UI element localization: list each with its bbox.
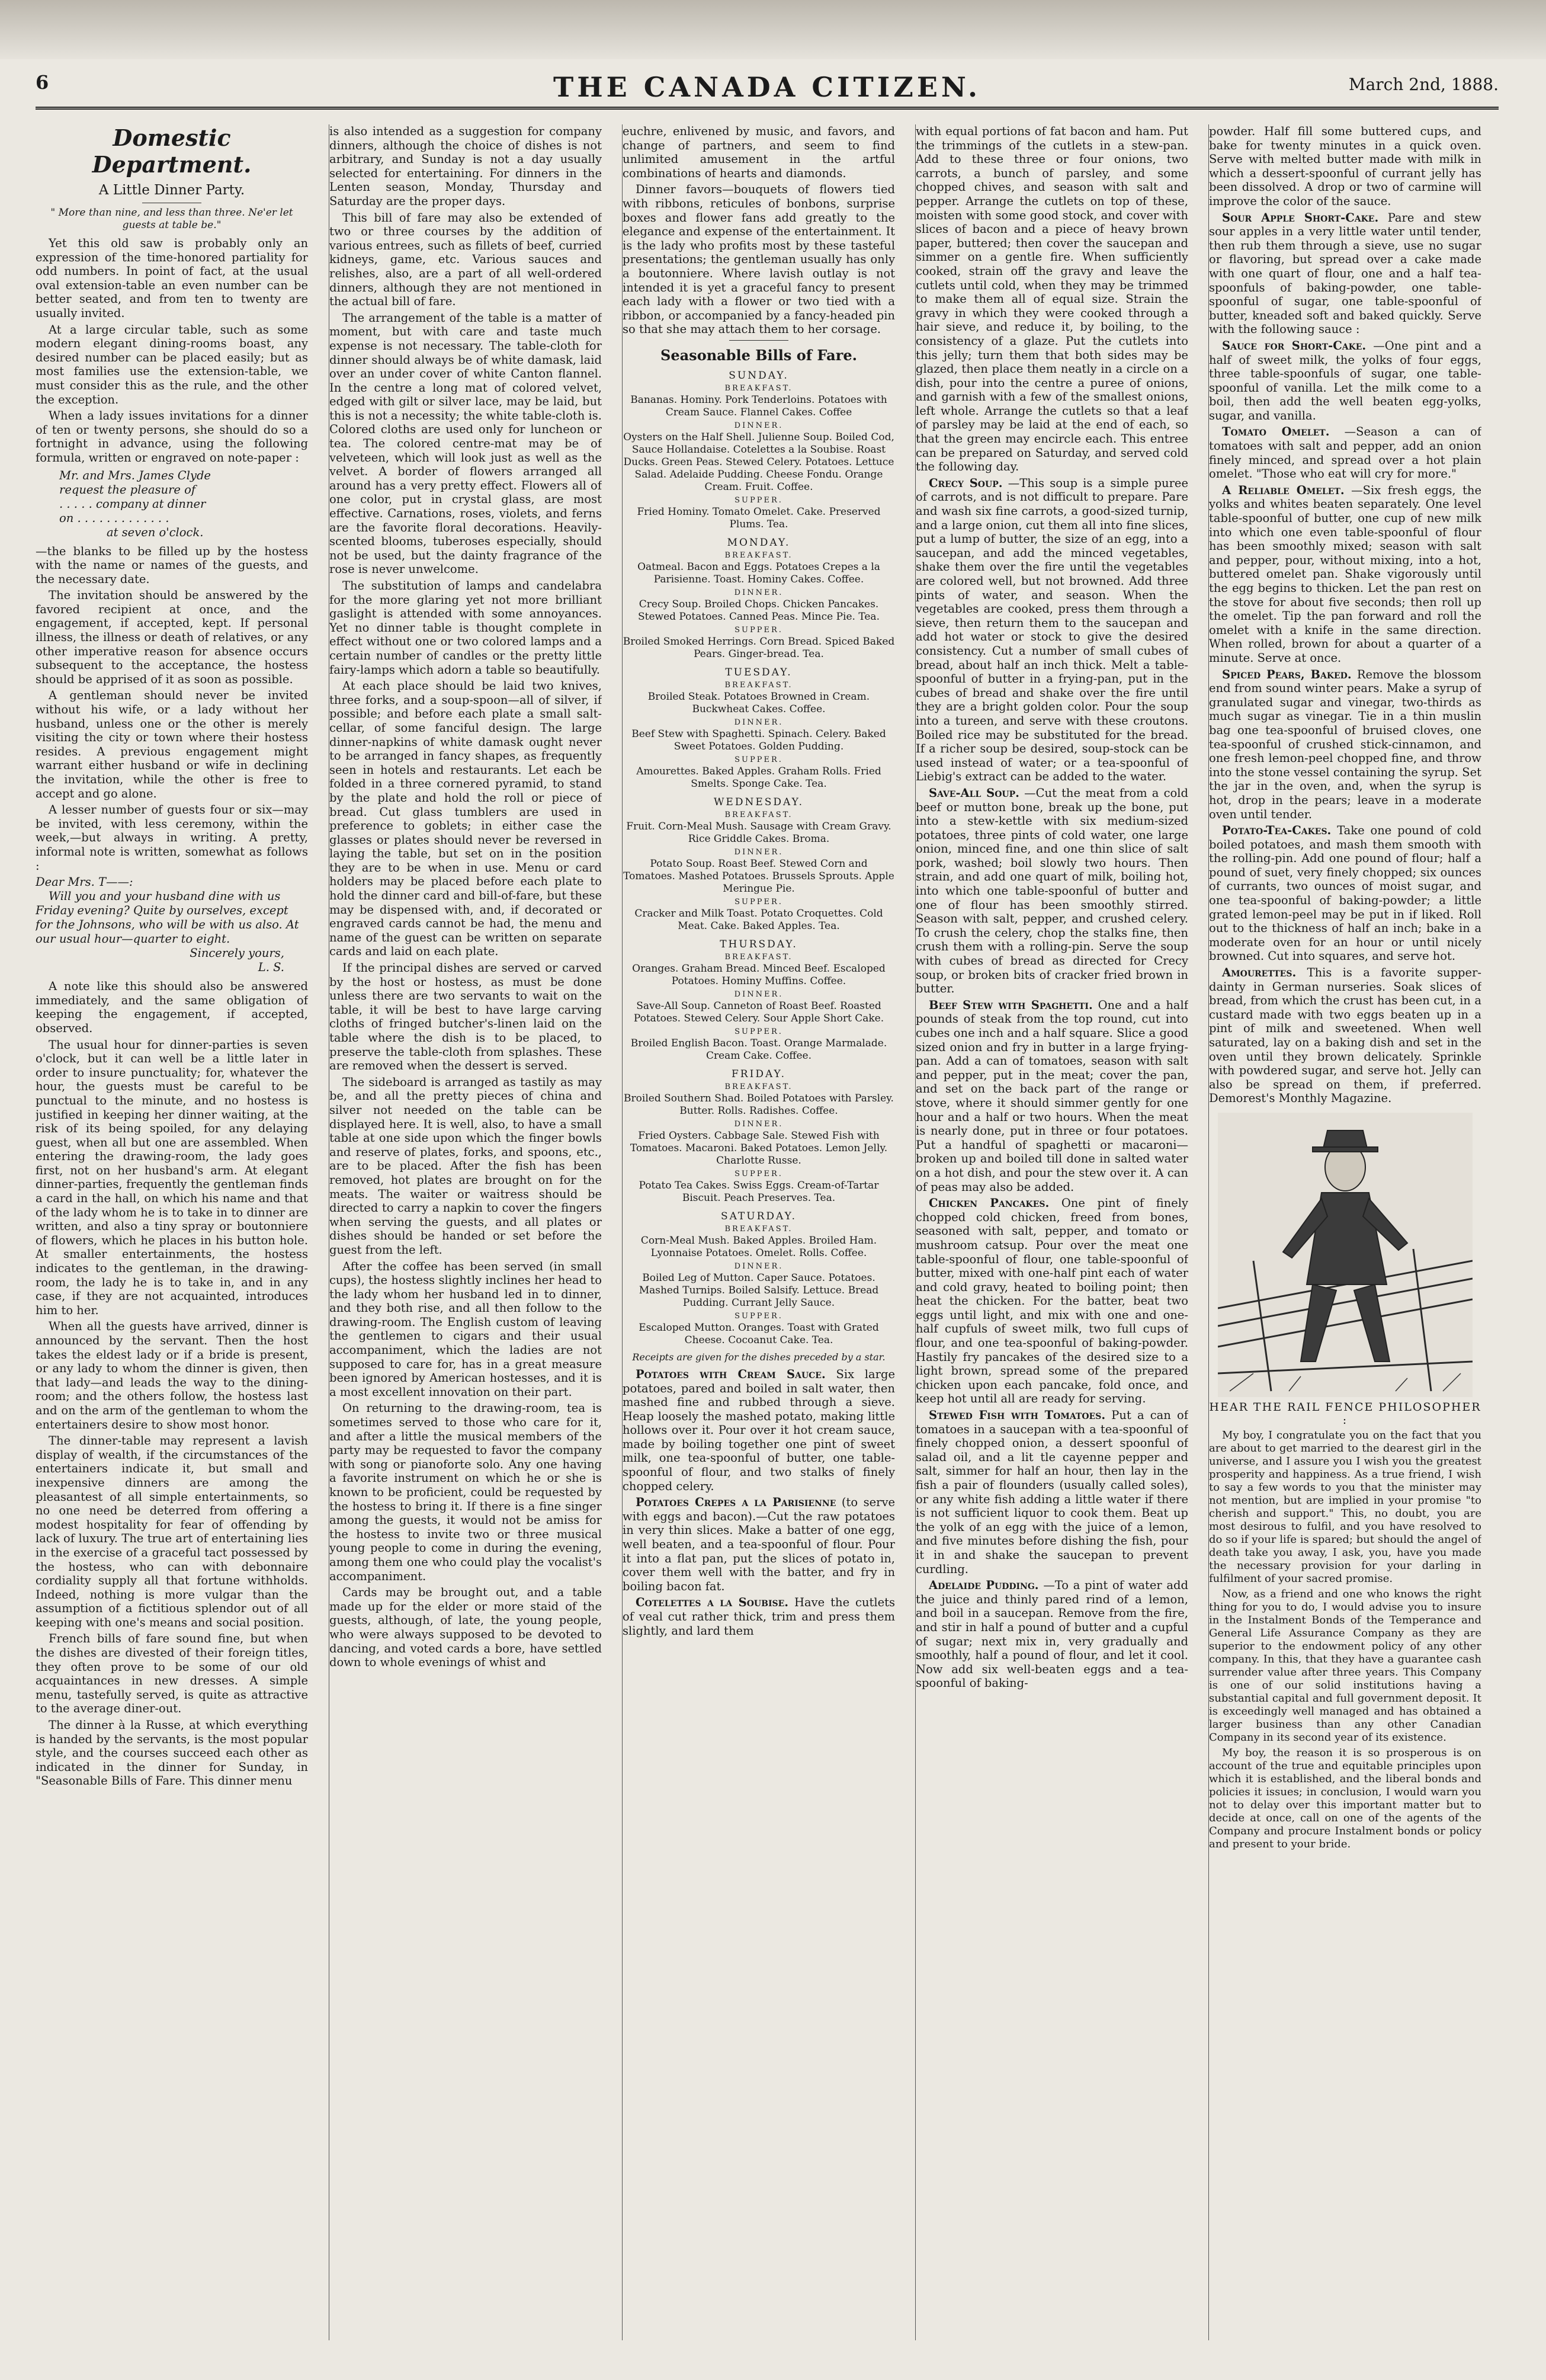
bills-of-fare-title: Seasonable Bills of Fare. <box>660 346 857 364</box>
paragraph: The dinner à la Russe, at which everything is handed by the servants, is the most popular style, and the courses succeed each other as indicated in the dinner for Sunday, in "Seasonable Bills of Fare. This dinner menu <box>36 1718 308 1788</box>
masthead <box>36 71 1499 110</box>
paragraph: A note like this should also be answered immediately, and the same obligation of keeping the engagement, if accepted, observed. <box>36 979 308 1035</box>
paragraph: powder. Half fill some buttered cups, and bake for twenty minutes in a quick oven. Serve with melted butter made with milk in which a dessert-spoonful of currant jelly has been dissolved. A drop or two of carmine will improve the color of the sauce. <box>1209 124 1481 208</box>
recipe <box>916 998 1188 1194</box>
invitation-line: on . . . . . . . . . . . . . <box>59 511 169 525</box>
menu-items: Escaloped Mutton. Oranges. Toast with Grated Cheese. Cocoanut Cake. Tea. <box>639 1321 879 1346</box>
meal-name: DINNER. <box>734 421 784 430</box>
paragraph: —the blanks to be filled up by the hostess with the name or names of the guests, and the necessary date. <box>36 544 308 586</box>
recipe <box>623 1596 895 1638</box>
recipe <box>916 786 1188 996</box>
recipe-text: Take one pound of cold boiled potatoes, and mash them smooth with the rolling-pin. Add one pound of flour; half a pound of suet, very finely chopped; six ounces of currants, two ounces of moist sugar, and one tea-spoonful of baking-powder; a little grated lemon-peel may be put in if liked. Roll out to the thickness of half an inch; bake in a moderate oven for an hour or until nicely browned. Cut into squares, and serve hot. <box>1209 824 1481 963</box>
recipe-title: Sour Apple Short-Cake. <box>1222 210 1379 225</box>
recipe-title: Adelaide Pudding. <box>929 1578 1039 1593</box>
recipe-text: Have the cutlets of veal cut rather thick, trim and press them slightly, and lard them <box>623 1596 895 1638</box>
menu-items: Fried Oysters. Cabbage Sale. Stewed Fish with Tomatoes. Macaroni. Baked Potatoes. Lemon Jelly. Charlotte Russe. <box>630 1129 888 1167</box>
paragraph: The sideboard is arranged as tastily as may be, and all the pretty pieces of china and silver not needed on the table can be displayed here. It is well, also, to have a small table at one side upon which the finger bowls and reserve of plates, forks, and spoons, etc., are to be placed. After the fish has been removed, hot plates are brought on for the meats. The waiter or waitress should be directed to carry a napkin to cover the fingers when serving the guests, and all plates or dishes should be handed or set before the guest from the left. <box>329 1075 602 1257</box>
bill-of-fare-day <box>623 667 895 790</box>
paragraph: is also intended as a suggestion for company dinners, although the choice of dishes is not arbitrary, and Sunday is not a day usually selected for entertaining. For dinners in the Lenten season, Monday, Thursday and Saturday are the proper days. <box>329 124 602 208</box>
paragraph: At each place should be laid two knives, three forks, and a soup-spoon—all of silver, if possible; and before each plate a small salt-cellar, of some fanciful design. The large dinner-napkins of white damask ought never to be arranged in fancy shapes, as frequently seen in hotels and restaurants. Let each be folded in a three cornered pyramid, to stand by the plate and hold the roll or piece of bread. Cut glass tumblers are used in preference to goblets; in either case the glasses or plates should never be reversed in laying the table, but set on in the position they are to be when in use. Menu or card holders may be placed before each plate to hold the dinner card and bill-of-fare, but these may be dispensed with, and, if decorated or engraved cards cannot be had, the menu and name of the guest can be written on separate cards and laid on each plate. <box>329 679 602 959</box>
paragraph: The substitution of lamps and candelabra for the more glaring yet not more brilliant gaslight is attended with some annoyances. Yet no dinner table is thought complete in effect without one or two colored lamps and a certain number of candles or the pretty little fairy-lamps which adorn a table so beautifully. <box>329 579 602 677</box>
paragraph: French bills of fare sound fine, but when the dishes are divested of their foreign titles, they often prove to be some of our old acquaintances in new dresses. A simple menu, tastefully served, is quite as attractive to the average diner-out. <box>36 1632 308 1716</box>
receipts-note: Receipts are given for the dishes preceded by a star. <box>632 1351 886 1363</box>
recipe-title: Stewed Fish with Tomatoes. <box>929 1408 1106 1423</box>
figure-caption: HEAR THE RAIL FENCE PHILOSOPHER : <box>1209 1400 1481 1427</box>
recipe <box>1209 211 1481 337</box>
meal-name: DINNER. <box>734 588 784 597</box>
recipe-text: —This soup is a simple puree of carrots, and is not difficult to prepare. Pare and wash six fine carrots, a good-sized turnip, and a large onion, cut them all into fine slices, put a lump of butter, the size of an egg, into a saucepan, and add the minced vegetables, shake them over the fire until the vegetables are colored well, but not browned. Add three pints of water, and season. When the vegetables are cooked, press them through a sieve, then return them to the saucepan and add hot water or stock to give the desired consistency. Cut a number of small cubes of bread, about half an inch thick. Melt a table-spoonful of butter in a frying-pan, put in the cubes of bread and shake over the fire until they are a bright golden color. Pour the soup into a tureen, and serve with these croutons. Boiled rice may be substituted for the bread. If a richer soup be desired, soup-stock can be used instead of water; or a tea-spoonful of Liebig's extract can be added to the water. <box>916 476 1188 784</box>
recipe <box>916 476 1188 784</box>
recipe-text: Pare and stew sour apples in a very little water until tender, then rub them through a sieve, use no sugar or flavoring, but spread over a cake made with one quart of flour, one and a half tea-spoonfuls of baking-powder, one table-spoonful of sugar, one table-spoonful of butter, kneaded soft and baked quickly. Serve with the following sauce : <box>1209 210 1481 337</box>
invitation-line: at seven o'clock. <box>107 525 204 539</box>
recipe-title: Sauce for Short-Cake. <box>1222 338 1367 353</box>
meal-name: SUPPER. <box>734 625 783 635</box>
letter-signature: L. S. <box>258 960 284 975</box>
day-name: THURSDAY. <box>720 938 798 950</box>
day-name: MONDAY. <box>727 536 791 549</box>
letter-body: Will you and your husband dine with us Friday evening? Quite by ourselves, except for the Johnsons, who will be with us also. At our usual hour—quarter to eight. <box>36 889 299 946</box>
meal-name: DINNER. <box>734 847 784 857</box>
letter-closing: Sincerely yours, <box>190 946 284 960</box>
recipe-text: Six large potatoes, pared and boiled in salt water, then mashed fine and rubbed through a sieve. Heap loosely the mashed potato, making little hollows over it. Pour over it hot cream sauce, made by boiling together one pint of sweet milk, one tea-spoonful of butter, one table-spoonful of flour, and two stalks of finely chopped celery. <box>623 1367 895 1493</box>
recipe-title: Cotelettes a la Soubise. <box>636 1596 789 1610</box>
sample-note <box>36 875 308 975</box>
meal-name: DINNER. <box>734 989 784 999</box>
bills-of-fare <box>623 370 895 1347</box>
epigraph: " More than nine, and less than three. Ne'er let guests at table be." <box>50 207 293 231</box>
paragraph: Dinner favors—bouquets of flowers tied with ribbons, reticules of bonbons, surprise boxes and flower fans add greatly to the elegance and expense of the entertainment. It is the lady who profits most by these tasteful presentations; the gentleman usually has only a boutonniere. Where lavish outlay is not intended it is yet a graceful fancy to present each lady with a flower or two tied with a ribbon, or accompanied by a fancy-headed pin so that she may attach them to her corsage. <box>623 182 895 337</box>
recipe-title: Potato-Tea-Cakes. <box>1222 824 1332 838</box>
menu-items: Oysters on the Half Shell. Julienne Soup. Boiled Cod, Sauce Hollandaise. Cotelettes a la Soubise. Roast Ducks. Green Peas. Stewed Celery. Potatoes. Lettuce Salad. Adelaide Pudding. Cheese Fondu. Orange Cream. Fruit. Coffee. <box>623 431 894 493</box>
menu-items: Corn-Meal Mush. Baked Apples. Broiled Ham. Lyonnaise Potatoes. Omelet. Rolls. Coffee. <box>640 1234 877 1259</box>
recipe-text: —To a pint of water add the juice and thinly pared rind of a lemon, and boil in a saucepan. Remove from the fire, and stir in half a pound of butter and a cupful of sugar; next mix in, very gradually and smoothly, half a pound of flour, and let it cool. Now add six well-beaten eggs and a tea-spoonful of baking- <box>916 1578 1188 1690</box>
menu-items: Broiled English Bacon. Toast. Orange Marmalade. Cream Cake. Coffee. <box>630 1037 887 1062</box>
recipe-list <box>916 476 1188 1690</box>
bill-of-fare-day <box>623 370 895 531</box>
meal-name: BREAKFAST. <box>724 550 793 560</box>
recipe-title: Potatoes with Cream Sauce. <box>636 1367 826 1381</box>
letter-salutation: Dear Mrs. T——: <box>36 875 133 889</box>
paragraph: When all the guests have arrived, dinner is announced by the servant. Then the host takes the eldest lady or if a bride is present, or any lady to whom the dinner is given, then that lady—and leads the way to the dining-room; and the others follow, the hostess last and on the arm of the gentleman to whom the entertainers desire to show most honor. <box>36 1319 308 1431</box>
recipe-title: Crecy Soup. <box>929 476 1003 490</box>
paragraph: The invitation should be answered by the favored recipient at once, and the engagement, if accepted, kept. If personal illness, the illness or death of relatives, or any other imperative reason for absence occurs subsequent to the acceptance, the hostess should be apprised of it as soon as possible. <box>36 588 308 686</box>
menu-items: Beef Stew with Spaghetti. Spinach. Celery. Baked Sweet Potatoes. Golden Pudding. <box>631 728 886 752</box>
section-title: Domestic Department. <box>92 124 252 178</box>
recipe <box>916 1578 1188 1690</box>
paragraph: If the principal dishes are served or carved by the host or hostess, as must be done unless there are two servants to wait on the table, it will be best to have large carving cloths of fringed butcher's-linen laid on the table where the dish is to be placed, to preserve the table-cloth from splashes. These are removed when the dessert is served. <box>329 961 602 1073</box>
meal-name: SUPPER. <box>734 495 783 505</box>
day-name: SATURDAY. <box>720 1210 797 1222</box>
meal-name: DINNER. <box>734 717 784 727</box>
insurance-advertisement <box>1209 1429 1481 1851</box>
recipe <box>1209 966 1481 1106</box>
meal-name: DINNER. <box>734 1119 784 1129</box>
column-4 <box>915 124 1188 2340</box>
meal-name: BREAKFAST. <box>724 680 793 690</box>
paragraph: On returning to the drawing-room, tea is sometimes served to those who care for it, and after a little the musical members of the party may be requested to favor the company with song or pianoforte solo. Any one having a favorite instrument on which he or she is known to be proficient, could be requested by the hostess to bring it. If there is a fine singer among the guests, it would not be amiss for the hostess to invite two or three musical young people to come in during the evening, among them one who could play the vocalist's accompaniment. <box>329 1401 602 1583</box>
day-name: TUESDAY. <box>725 666 793 678</box>
meal-name: BREAKFAST. <box>724 810 793 819</box>
recipe-title: Amourettes. <box>1222 966 1297 980</box>
recipe <box>1209 483 1481 665</box>
meal-name: DINNER. <box>734 1261 784 1271</box>
menu-items: Oranges. Graham Bread. Minced Beef. Escaloped Potatoes. Hominy Muffins. Coffee. <box>632 962 886 987</box>
divider <box>729 340 788 341</box>
recipe-text: (to serve with eggs and bacon).—Cut the raw potatoes in very thin slices. Make a batter of one egg, well beaten, and a tea-spoonful of flour. Pour it into a flat pan, put the slices of potato in, cover them well with the batter, and fry in boiling bacon fat. <box>623 1495 895 1593</box>
menu-items: Boiled Leg of Mutton. Caper Sauce. Potatoes. Mashed Turnips. Boiled Salsify. Lettuce. Bread Pudding. Currant Jelly Sauce. <box>639 1271 879 1309</box>
recipe <box>1209 425 1481 481</box>
paragraph: The arrangement of the table is a matter of moment, but with care and taste much expense is not necessary. The table-cloth for dinner should always be of white damask, laid over an under cover of white Canton flannel. In the centre a long mat of colored velvet, edged with gilt or silver lace, may be laid, but this is not a necessity; the white table-cloth is. Colored cloths are used only for luncheon or tea. The colored centre-mat may be of velveteen, which will look just as well as the velvet. A border of flowers arranged all around has a very pretty effect. Flowers all of one color, put in crystal glass, are most effective. Carnations, roses, violets, and ferns are the favorite floral decorations. Heavily-scented blooms, tuberoses especially, should not be used, but the dainty fragrance of the rose is never unwelcome. <box>329 310 602 576</box>
bill-of-fare-day <box>623 938 895 1062</box>
paragraph: My boy, the reason it is so prosperous is on account of the true and equitable principles upon which it is established, and the liberal bonds and policies it issues; in conclusion, I would warn you not to delay over this important matter but to decide at once, call on one of the agents of the Company and procure Instalment bonds or policy and present to your bride. <box>1209 1746 1481 1850</box>
meal-name: SUPPER. <box>734 1027 783 1036</box>
day-name: SUNDAY. <box>729 369 789 382</box>
recipe <box>623 1367 895 1493</box>
menu-items: Broiled Smoked Herrings. Corn Bread. Spiced Baked Pears. Ginger-bread. Tea. <box>623 635 895 660</box>
recipe-text: One pint of finely chopped cold chicken, freed from bones, seasoned with salt, pepper, and tomato or mushroom catsup. Pour over the meat one table-spoonful of flour, one table-spoonful of butter, mixed with one-half pint each of water and cold gravy, heated to boiling point; then heat the chicken. For the batter, beat two eggs until light, and mix with one and one-half cupfuls of sweet milk, two full cups of flour, and one tea-spoonful of baking-powder. Hastily fry pancakes of the desired size to a light brown, spread some of the prepared chicken upon each pancake, fold once, and keep hot until all are ready for serving. <box>916 1196 1188 1406</box>
recipe-text: —Season a can of tomatoes with salt and pepper, add an onion finely minced, and spread over a hot plain omelet. "Those who eat will cry for more." <box>1209 425 1481 481</box>
recipe-title: A Reliable Omelet. <box>1222 483 1345 497</box>
page-top-margin <box>0 0 1546 59</box>
menu-items: Potato Tea Cakes. Swiss Eggs. Cream-of-Tartar Biscuit. Peach Preserves. Tea. <box>639 1179 879 1204</box>
paragraph: Yet this old saw is probably only an expression of the time-honored partiality for odd numbers. In point of fact, at the usual oval extension-table an even number can be better seated, and from ten to twenty are usually invited. <box>36 236 308 320</box>
menu-items: Fruit. Corn-Meal Mush. Sausage with Cream Gravy. Rice Griddle Cakes. Broma. <box>626 820 891 845</box>
recipe <box>623 1495 895 1593</box>
day-name: WEDNESDAY. <box>713 796 804 808</box>
menu-items: Oatmeal. Bacon and Eggs. Potatoes Crepes a la Parisienne. Toast. Hominy Cakes. Coffee. <box>637 560 880 585</box>
paragraph: After the coffee has been served (in small cups), the hostess slightly inclines her head to the lady whom her husband led in to dinner, and they both rise, and all then follow to the drawing-room. The English custom of leaving the gentlemen to cigars and their usual accompaniment, which the ladies are not supposed to care for, has in a great measure been ignored by American hostesses, and it is a most excellent innovation on their part. <box>329 1259 602 1399</box>
meal-name: SUPPER. <box>734 1311 783 1321</box>
recipe-text: This is a favorite supper-dainty in German nurseries. Soak slices of bread, from which the crust has been cut, in a custard made with two eggs beaten up in a pint of milk and sweetened. When well saturated, lay on a baking dish and set in the oven until they brown delicately. Sprinkle with powdered sugar, and serve hot. Jelly can also be spread on them, if preferred. Demorest's Monthly Magazine. <box>1209 966 1481 1106</box>
column-2 <box>329 124 602 2340</box>
paragraph: A lesser number of guests four or six—may be invited, with less ceremony, within the week,—but always in writing. A pretty, informal note is written, somewhat as follows : <box>36 803 308 873</box>
paragraph: A gentleman should never be invited without his wife, or a lady without her husband, unless one or the other is merely visiting the city or town where their hostess resides. A previous engagement might warrant either husband or wife in declining the invitation, while the other is free to accept and go alone. <box>36 688 308 800</box>
page-number: 6 <box>36 71 49 94</box>
newspaper-title: THE CANADA CITIZEN. <box>553 71 982 103</box>
meal-name: SUPPER. <box>734 1169 783 1178</box>
bill-of-fare-day <box>623 1210 895 1347</box>
menu-items: Amourettes. Baked Apples. Graham Rolls. Fried Smelts. Sponge Cake. Tea. <box>636 765 881 790</box>
issue-date: March 2nd, 1888. <box>1348 75 1499 94</box>
paragraph: Now, as a friend and one who knows the right thing for you to do, I would advise you to insure in the Instalment Bonds of the Temperance and General Life Assurance Company as they are superior to the endowment policy of any other company. In this, that they have a guarantee cash surrender value after three years. This Company is one of our solid institutions having a substantial capital and full government deposit. It is exceedingly well managed and has obtained a larger business than any other Canadian Company in its second year of its existence. <box>1209 1587 1481 1744</box>
bill-of-fare-day <box>623 796 895 933</box>
paragraph: My boy, I congratulate you on the fact that you are about to get married to the dearest girl in the universe, and I assure you I wish you the greatest prosperity and happiness. As a true friend, I wish to say a few words to you that the minister may not mention, but are implied in your promise "to cherish and support." This, no doubt, you are most desirous to fulfil, and you have resolved to do so if your life is spared; but should the angel of death take you away, I ask, you, have you made the necessary provision for your darling in fulfilment of your sacred promise. <box>1209 1428 1481 1585</box>
recipe-text: —Six fresh eggs, the yolks and whites beaten separately. One level table-spoonful of butter, one cup of new milk into which one even table-spoonful of flour has been smoothly mixed; season with salt and pepper, pour, without mixing, into a hot, buttered omelet pan. Shake vigorously until the egg begins to thicken. Let the pan rest on the stove for about five seconds; then roll up the omelet. Tip the pan forward and roll the omelet with a knife in the same direction. When rolled, brown for about a quarter of a minute. Serve at once. <box>1209 483 1481 665</box>
paragraph: euchre, enlivened by music, and favors, and change of partners, and seem to find unlimited amusement in the artful combinations of hearts and diamonds. <box>623 124 895 180</box>
recipe-text: Remove the blossom end from sound winter pears. Make a syrup of granulated sugar and vinegar, two-thirds as much sugar as vinegar. Tie in a thin muslin bag one tea-spoonful of bruised cloves, one tea-spoonful of crushed stick-cinnamon, and one fresh lemon-peel chopped fine, and throw into the stone vessel containing the syrup. Set the jar in the oven, and, when the syrup is hot, drop in the pears; leave in a moderate oven until tender. <box>1209 667 1481 821</box>
bill-of-fare-day <box>623 537 895 661</box>
menu-items: Cracker and Milk Toast. Potato Croquettes. Cold Meat. Cake. Baked Apples. Tea. <box>634 907 883 932</box>
recipe <box>916 1408 1188 1576</box>
recipe-text: Put a can of tomatoes in a saucepan with a tea-spoonful of finely chopped onion, a dessert spoonful of salad oil, and a lit tle cayenne pepper and salt, simmer for half an hour, then lay in the fish a pair of flounders (usually called soles), or any white fish adding a little water if there is not sufficient liquor to cook them. Beat up the yolk of an egg with the juice of a lemon, and five minutes before dishing the fish, pour it in and shake the saucepan to prevent curdling. <box>916 1408 1188 1576</box>
recipe-title: Beef Stew with Spaghetti. <box>929 998 1093 1012</box>
menu-items: Broiled Southern Shad. Boiled Potatoes with Parsley. Butter. Rolls. Radishes. Coffee. <box>624 1092 894 1117</box>
day-name: FRIDAY. <box>732 1068 786 1080</box>
paragraph: The usual hour for dinner-parties is seven o'clock, but it can well be a little later in order to insure punctuality; for, whatever the hour, the guests must be careful to be punctual to the minute, and no hostess is justified in keeping her dinner waiting, at the risk of its being spoiled, for any delaying guest, when all but one are assembled. When entering the drawing-room, the lady goes first, not on her husband's arm. At elegant dinner-parties, frequently the gentleman finds a card in the hall, on which his name and that of the lady whom he is to take in to dinner are written, and also a tiny spray or boutonniere of flowers, which he places in his button hole. At smaller entertainments, the hostess indicates to the gentleman, in the drawing-room, the lady he is to take in, and in any case, if they are not acquainted, introduces him to her. <box>36 1037 308 1317</box>
paragraph: with equal portions of fat bacon and ham. Put the trimmings of the cutlets in a stew-pan. Add to these three or four onions, two carrots, a bunch of parsley, and some chopped chives, and season with salt and pepper. Arrange the cutlets on top of these, moisten with some good stock, and cover with slices of bacon and a piece of heavy brown paper, buttered; then cover the saucepan and simmer on a gentle fire. When sufficiently cooked, strain off the gravy and leave the cutlets until cold, when they may be trimmed to make them all of equal size. Strain the gravy in which they were cooked through a hair sieve, and reduce it, by boiling, to the consistency of a glaze. Put the cutlets into this jelly; turn them that both sides may be glazed, then place them neatly in a circle on a dish, pour into the centre a puree of onions, and garnish with a few of the smallest onions, left whole. Arrange the cutlets so that a leaf of parsley may be laid at the end of each, so that the green may encircle each. This entree can be prepared on Saturday, and served cold the following day. <box>916 124 1188 474</box>
recipe-text: One and a half pounds of steak from the top round, cut into cubes one inch and a half square. Slice a good sized onion and fry in butter in a large frying-pan. Add a can of tomatoes, season with salt and pepper, put in the meat; cover the pan, and set on the back part of the range or stove, where it should simmer gently for one hour and a half or two hours. When the meat is nearly done, put in three or four potatoes. Put a handful of spaghetti or macaroni—broken up and boiled till done in salted water on a hot dish, and pour the stew over it. A can of peas may also be added. <box>916 998 1188 1194</box>
meal-name: SUPPER. <box>734 755 783 764</box>
menu-items: Crecy Soup. Broiled Chops. Chicken Pancakes. Stewed Potatoes. Canned Peas. Mince Pie. Tea. <box>638 598 880 623</box>
recipe <box>916 1196 1188 1406</box>
column-5 <box>1208 124 1481 2340</box>
menu-items: Fried Hominy. Tomato Omelet. Cake. Preserved Plums. Tea. <box>637 505 881 530</box>
recipe <box>1209 824 1481 963</box>
recipe-text: —Cut the meat from a cold beef or mutton bone, break up the bone, put into a stew-kettle with six medium-sized potatoes, three pints of cold water, one large onion, minced fine, and one thin slice of salt pork, washed; boil slowly two hours. Then strain, and add one quart of milk, boiling hot, into which one table-spoonful of butter and one of flour has been smoothly stirred. Season with salt, pepper, and crushed celery. To crush the celery, chop the stalks fine, then crush them with a rolling-pin. Serve the soup with cubes of bread as directed for Crecy soup, or broken bits of cracker fried brown in butter. <box>916 786 1188 996</box>
paragraph: This bill of fare may also be extended of two or three courses by the addition of various entrees, such as fillets of beef, curried kidneys, game, etc. Various sauces and relishes, also, are a part of all well-ordered dinners, although they are not mentioned in the actual bill of fare. <box>329 210 602 309</box>
invitation-line: . . . . . company at dinner <box>59 496 206 511</box>
invitation-line: request the pleasure of <box>59 482 196 496</box>
bill-of-fare-day <box>623 1068 895 1205</box>
paragraph: At a large circular table, such as some modern elegant dining-rooms boast, any desired number can be placed easily; but as most families use the extension-table, we must consider this as the rule, and the other the exception. <box>36 322 308 406</box>
recipe-text: —One pint and a half of sweet milk, the yolks of four eggs, three table-spoonfuls of sugar, one table-spoonful of vanilla. Let the milk come to a boil, then add the well beaten egg-yolks, sugar, and vanilla. <box>1209 338 1481 422</box>
recipe <box>1209 668 1481 822</box>
menu-items: Bananas. Hominy. Pork Tenderloins. Potatoes with Cream Sauce. Flannel Cakes. Coffee <box>630 393 887 418</box>
menu-items: Save-All Soup. Canneton of Roast Beef. Roasted Potatoes. Stewed Celery. Sour Apple Short Cake. <box>633 1000 884 1024</box>
invitation-line: Mr. and Mrs. James Clyde <box>59 468 211 482</box>
column-3 <box>622 124 895 2340</box>
paragraph: The dinner-table may represent a lavish display of wealth, if the circumstances of the entertainers indicate it, but small and inexpensive dinners are among the pleasantest of all simple entertainments, so no one need be deterred from offering a modest hospitality for fear of offending by lack of luxury. The true art of entertaining lies in the exercise of a graceful tact possessed by the hostess, who can with debonnaire cordiality supply all that fortune withholds. Indeed, nothing is more vulgar than the assumption of a fictitious splendor out of all keeping with one's means and social position. <box>36 1434 308 1629</box>
menu-items: Broiled Steak. Potatoes Browned in Cream. Buckwheat Cakes. Coffee. <box>647 690 870 715</box>
menu-items: Potato Soup. Roast Beef. Stewed Corn and Tomatoes. Mashed Potatoes. Brussels Sprouts. Apple Meringue Pie. <box>623 857 894 895</box>
paragraph: When a lady issues invitations for a dinner of ten or twenty persons, she should do so a fortnight in advance, using the following formula, written or engraved on note-paper : <box>36 409 308 465</box>
recipe-title: Tomato Omelet. <box>1222 425 1330 439</box>
meal-name: BREAKFAST. <box>724 383 793 393</box>
recipe-title: Chicken Pancakes. <box>929 1196 1050 1210</box>
recipe <box>1209 339 1481 423</box>
recipe-title: Potatoes Crepes a la Parisienne <box>636 1495 836 1510</box>
recipe-title: Spiced Pears, Baked. <box>1222 667 1352 681</box>
paragraph: Cards may be brought out, and a table made up for the elder or more staid of the guests, although, of late, the young people, who were always supposed to be devoted to dancing, and voted cards a bore, have settled down to whole evenings of whist and <box>329 1585 602 1670</box>
meal-name: SUPPER. <box>734 897 783 906</box>
meal-name: BREAKFAST. <box>724 1082 793 1091</box>
recipe-title: Save-All Soup. <box>929 786 1019 800</box>
meal-name: BREAKFAST. <box>724 1224 793 1234</box>
recipe-list <box>1209 211 1481 1106</box>
article-title: A Little Dinner Party. <box>98 182 245 198</box>
meal-name: BREAKFAST. <box>724 952 793 962</box>
rail-fence-philosopher-illustration <box>1218 1113 1473 1397</box>
column-1 <box>36 124 308 2340</box>
recipe-list <box>623 1367 895 1638</box>
invitation-formula <box>59 469 308 540</box>
